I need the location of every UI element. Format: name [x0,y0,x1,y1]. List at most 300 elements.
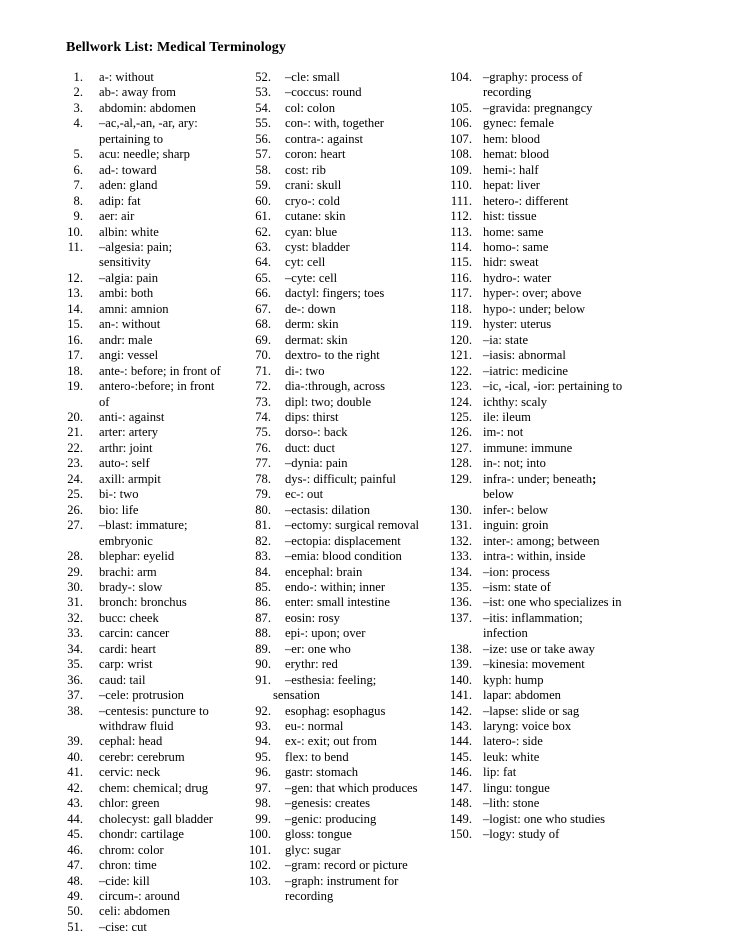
term-definition-main: ile: ileum [483,409,531,424]
term-definition [271,812,435,827]
term-definition-main: –ectomy: surgical removal [285,518,420,533]
term-number: 78. [255,471,271,486]
term-number: 144. [449,734,472,749]
term-definition [83,472,225,487]
term-definition-main: –ia: state [483,332,529,347]
term-number: 128. [449,456,472,471]
term-definition [83,101,225,116]
term-number: 115. [450,255,472,270]
term-entry [247,456,435,471]
term-number: 103. [248,873,271,888]
term-definition [83,441,225,456]
term-entry [247,209,435,224]
term-definition [472,595,736,610]
term-definition-main: cyt: cell [285,255,326,270]
term-number: 15. [67,317,83,332]
term-definition [472,379,736,394]
term-definition [271,209,435,224]
term-definition [271,719,435,734]
term-entry [63,796,225,811]
term-definition-main: carcin: cancer [99,626,170,641]
term-number: 38. [67,703,83,718]
term-entry [247,750,435,765]
term-number: 45. [67,827,83,842]
term-entry [445,565,736,580]
term-entry [247,874,435,905]
term-definition [472,704,736,719]
term-definition-main: kyph: hump [483,672,544,687]
term-number: 113. [450,224,472,239]
term-number: 89. [255,641,271,656]
term-number: 22. [67,440,83,455]
term-entry [247,796,435,811]
term-entry [445,472,736,503]
term-number: 23. [67,456,83,471]
term-definition [83,456,225,471]
term-number: 77. [255,456,271,471]
term-entry [445,781,736,796]
term-definition [472,225,736,240]
term-definition-main: hist: tissue [483,209,537,224]
term-number: 71. [255,363,271,378]
term-entry [63,441,225,456]
term-definition [472,116,736,131]
term-columns [0,70,736,935]
term-entry [247,333,435,348]
term-definition-main: amni: amnion [99,301,169,316]
term-definition-main: andr: male [99,332,153,347]
term-number: 2. [73,85,83,100]
term-entry [63,904,225,919]
term-entry [445,750,736,765]
term-entry [63,194,225,209]
term-definition [83,642,225,657]
term-definition-main: hemat: blood [483,147,550,162]
term-number: 74. [255,409,271,424]
term-definition [472,580,736,595]
term-entry [445,163,736,178]
term-definition [83,889,225,904]
term-definition-main: cervic: neck [99,765,161,780]
term-number: 47. [67,858,83,873]
term-entry [63,565,225,580]
term-column-2 [225,70,435,904]
term-number: 42. [67,780,83,795]
term-definition-main: cyst: bladder [285,239,350,254]
term-definition [271,673,435,704]
term-definition [472,750,736,765]
term-definition [472,781,736,796]
term-number: 18. [67,363,83,378]
term-definition-main: antero-:before; in front of [99,379,215,409]
term-number: 136. [449,595,472,610]
term-entry [247,147,435,162]
term-number: 59. [255,178,271,193]
term-number: 14. [67,301,83,316]
term-definition-main: a-: without [99,70,154,84]
term-definition [271,750,435,765]
term-definition-main: erythr: red [285,657,338,672]
term-definition [83,348,225,363]
term-definition [472,302,736,317]
term-number: 70. [255,348,271,363]
term-number: 61. [255,209,271,224]
term-definition [271,70,435,85]
term-number: 66. [255,286,271,301]
term-definition-main: dys-: difficult; painful [285,471,396,486]
term-entry [63,379,225,410]
term-definition [271,549,435,564]
term-definition [472,348,736,363]
term-entry [63,472,225,487]
term-definition [83,333,225,348]
term-definition [472,642,736,657]
term-definition-main: laryng: voice box [483,719,572,734]
term-definition [271,271,435,286]
term-definition [472,209,736,224]
term-entry [247,441,435,456]
term-definition [271,534,435,549]
term-number: 62. [255,224,271,239]
term-definition-main: eu-: normal [285,719,344,734]
term-entry [247,70,435,85]
term-definition [472,518,736,533]
term-definition-main: im-: not [483,425,524,440]
term-entry [63,657,225,672]
term-entry [445,395,736,410]
term-definition-continuation: below [483,487,514,502]
term-definition [83,673,225,688]
term-number: 132. [449,533,472,548]
term-definition [271,348,435,363]
term-definition [271,240,435,255]
term-definition [83,874,225,889]
term-definition [472,271,736,286]
term-definition [472,194,736,209]
term-definition-main: –blast: immature; [99,518,188,533]
term-number: 124. [449,394,472,409]
term-number: 11. [67,239,83,254]
term-entry [445,812,736,827]
term-entry [63,85,225,100]
term-definition-main: dermat: skin [285,332,348,347]
term-number: 58. [255,162,271,177]
term-definition-main: axill: armpit [99,471,161,486]
term-definition [83,302,225,317]
term-definition-main: gynec: female [483,116,554,131]
term-number: 106. [449,116,472,131]
term-entry [63,348,225,363]
term-definition-main: –graphy: process of [483,70,583,84]
term-definition-main: crani: skull [285,178,342,193]
term-number: 122. [449,363,472,378]
term-definition [271,225,435,240]
term-entry [63,626,225,641]
term-entry [247,240,435,255]
term-number: 32. [67,610,83,625]
term-number: 79. [255,487,271,502]
term-definition [83,178,225,193]
term-definition-main: –dynia: pain [285,456,348,471]
term-definition [83,812,225,827]
term-definition-main: cryo-: cold [285,193,340,208]
term-entry [63,333,225,348]
term-definition-main: homo-: same [483,239,549,254]
term-number: 147. [449,780,472,795]
term-number: 72. [255,379,271,394]
term-entry [445,348,736,363]
term-definition-main: –er: one who [285,641,351,656]
term-number: 35. [67,657,83,672]
term-definition-main: gloss: tongue [285,827,352,842]
term-entry [247,781,435,796]
term-number: 13. [67,286,83,301]
term-definition [83,920,225,935]
term-definition [472,503,736,518]
term-definition-main: immune: immune [483,440,573,455]
term-entry [247,549,435,564]
term-definition-main: –iatric: medicine [483,363,568,378]
term-number: 56. [255,131,271,146]
term-definition-main: brady-: slow [99,579,163,594]
term-entry [445,534,736,549]
term-entry [247,565,435,580]
term-definition-main: ante-: before; in front of [99,363,221,378]
term-number: 64. [255,255,271,270]
term-entry [247,116,435,131]
term-entry [247,364,435,379]
term-number: 105. [449,100,472,115]
term-entry [445,673,736,688]
term-definition-main: –ize: use or take away [483,641,595,656]
term-number: 130. [449,502,472,517]
term-entry [63,642,225,657]
term-definition-main: hidr: sweat [483,255,539,270]
term-entry [63,364,225,379]
term-number: 150. [449,827,472,842]
term-definition-main: angi: vessel [99,348,159,363]
term-entry [445,333,736,348]
term-definition [271,796,435,811]
term-definition-main: con-: with, together [285,116,384,131]
term-definition-main: –algia: pain [99,270,159,285]
term-definition [472,255,736,270]
term-definition [271,765,435,780]
term-definition-main: flex: to bend [285,749,349,764]
term-definition [83,194,225,209]
term-number: 83. [255,549,271,564]
term-number: 107. [449,131,472,146]
term-definition [271,101,435,116]
term-entry [63,843,225,858]
term-definition [271,317,435,332]
term-definition [271,178,435,193]
term-definition-main: lip: fat [483,765,517,780]
term-definition-main: ad-: toward [99,162,157,177]
term-number: 54. [255,100,271,115]
term-entry [247,812,435,827]
term-number: 97. [255,780,271,795]
term-number: 67. [255,301,271,316]
term-definition [83,796,225,811]
term-definition [472,364,736,379]
term-definition [83,827,225,842]
term-entry [63,920,225,935]
term-entry [63,487,225,502]
term-definition [271,395,435,410]
term-number: 127. [449,440,472,455]
term-definition-main: aer: air [99,209,135,224]
term-entry [445,688,736,703]
term-definition-main: chlor: green [99,796,160,811]
term-definition [472,765,736,780]
term-entry [445,657,736,672]
term-definition [83,240,225,271]
term-definition-main: arthr: joint [99,440,153,455]
term-column-3 [435,70,736,843]
term-number: 131. [449,518,472,533]
term-entry [247,425,435,440]
term-definition [83,734,225,749]
term-entry [445,704,736,719]
term-definition-main: –emia: blood condition [285,549,402,564]
term-definition-main: in-: not; into [483,456,546,471]
term-entry [63,70,225,85]
term-definition [271,116,435,131]
term-definition [472,317,736,332]
term-definition [271,642,435,657]
term-definition-main: carp: wrist [99,657,153,672]
term-number: 92. [255,703,271,718]
term-definition-main: ab-: away from [99,85,176,100]
term-entry [445,549,736,564]
term-number: 88. [255,626,271,641]
term-definition-main: blephar: eyelid [99,549,175,564]
term-number: 7. [73,178,83,193]
term-definition-main: –cle: small [285,70,340,84]
term-definition-main: epi-: upon; over [285,626,366,641]
term-entry [63,765,225,780]
term-entry [63,750,225,765]
term-definition-main: –gen: that which produces [285,780,418,795]
term-number: 126. [449,425,472,440]
term-number: 119. [450,317,472,332]
term-definition-main: dorso-: back [285,425,348,440]
term-entry [63,225,225,240]
term-entry [445,456,736,471]
term-entry [247,719,435,734]
term-number: 69. [255,332,271,347]
term-definition-main: hyster: uterus [483,317,552,332]
term-definition [271,487,435,502]
term-definition-main: hetero-: different [483,193,569,208]
term-definition-continuation: recording [483,85,532,100]
term-definition [83,163,225,178]
term-number: 26. [67,502,83,517]
term-definition [271,827,435,842]
term-number: 55. [255,116,271,131]
term-definition [83,858,225,873]
term-definition-main: cerebr: cerebrum [99,749,185,764]
term-definition-main: cutane: skin [285,209,346,224]
term-definition-main: –gram: record or picture [285,858,408,873]
term-definition [271,163,435,178]
term-entry [247,472,435,487]
term-entry [63,889,225,904]
term-entry [445,410,736,425]
term-definition-main: –lapse: slide or sag [483,703,580,718]
term-entry [63,101,225,116]
term-definition-main: infer-: below [483,502,549,517]
term-definition-main: –logy: study of [483,827,560,842]
term-definition-main: –genic: producing [285,811,377,826]
term-definition [83,225,225,240]
term-definition [83,503,225,518]
term-definition [472,456,736,471]
term-number: 1. [73,70,83,84]
term-definition-main: –esthesia: feeling; [285,672,377,687]
term-definition-main: –graph: instrument for [285,873,399,888]
term-number: 146. [449,765,472,780]
term-entry [247,132,435,147]
term-definition [83,425,225,440]
term-number: 140. [449,672,472,687]
term-definition-main: –iasis: abnormal [483,348,566,363]
term-definition-main: intra-: within, inside [483,549,586,564]
term-definition [271,85,435,100]
term-number: 63. [255,239,271,254]
term-number: 41. [67,765,83,780]
term-definition-main: hem: blood [483,131,541,146]
term-entry [247,163,435,178]
term-number: 90. [255,657,271,672]
term-definition [271,611,435,626]
term-entry [247,642,435,657]
term-definition [83,209,225,224]
term-number: 108. [449,147,472,162]
term-definition-main: albin: white [99,224,159,239]
term-entry [247,734,435,749]
term-entry [445,580,736,595]
term-definition-main: –itis: inflammation; [483,610,583,625]
term-definition [472,611,736,642]
term-definition [83,611,225,626]
term-number: 16. [67,332,83,347]
term-column-1 [0,70,225,935]
term-definition-main: –centesis: puncture to [99,703,209,718]
term-definition [472,147,736,162]
term-definition-main: esophag: esophagus [285,703,386,718]
term-number: 10. [67,224,83,239]
term-definition [271,456,435,471]
term-definition [271,333,435,348]
term-entry [445,441,736,456]
term-entry [445,271,736,286]
term-entry [445,209,736,224]
term-entry [63,518,225,549]
term-entry [445,765,736,780]
term-entry [445,595,736,610]
term-entry [247,317,435,332]
term-number: 117. [450,286,472,301]
term-number: 33. [67,626,83,641]
term-definition [83,410,225,425]
term-number: 133. [449,549,472,564]
term-number: 29. [67,564,83,579]
term-definition [83,750,225,765]
term-number: 141. [449,688,472,703]
term-entry [63,503,225,518]
